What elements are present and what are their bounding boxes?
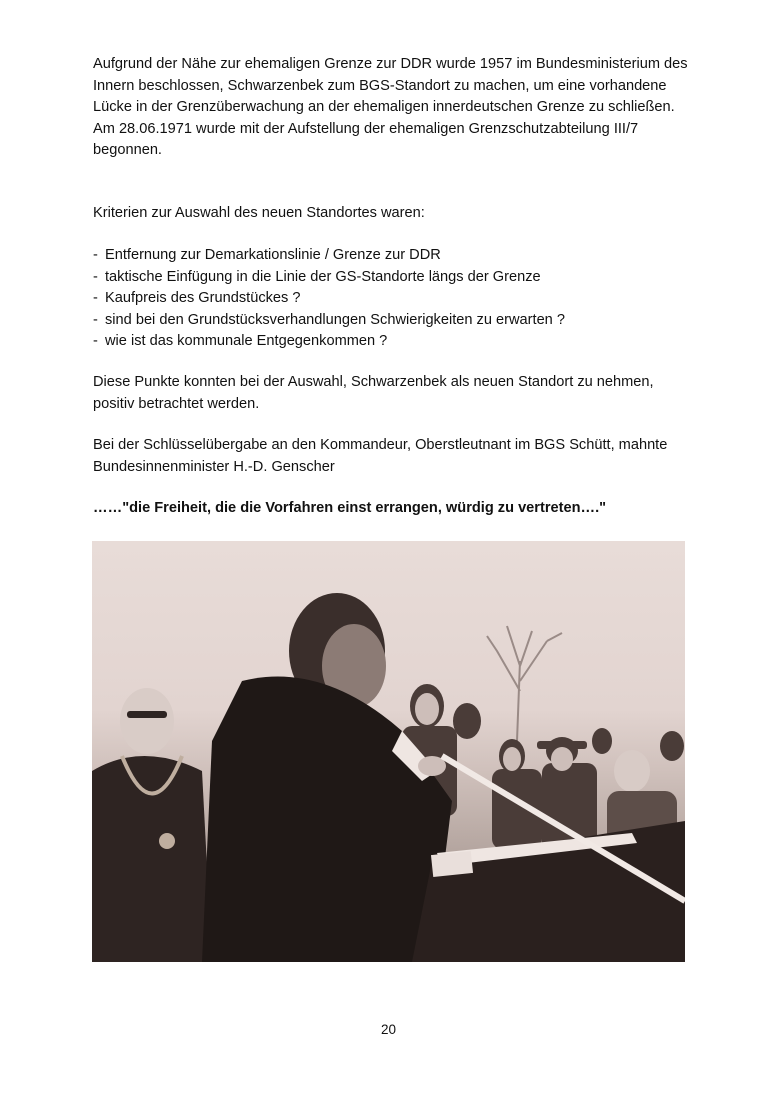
criteria-list	[93, 245, 693, 353]
handover-paragraph: Bei der Schlüsselübergabe an den Kommandeur, Oberstleutnant im BGS Schütt, mahnte Bundesinnenminister H.-D. Genscher	[93, 437, 668, 475]
list-bullet: -	[93, 311, 98, 328]
list-item: - Entfernung zur Demarkationslinie / Grenze zur DDR	[93, 245, 693, 267]
criteria-heading: Kriterien zur Auswahl des neuen Standortes waren:	[93, 205, 425, 221]
list-item: - wie ist das kommunale Entgegenkommen ?	[93, 331, 693, 353]
list-bullet: -	[93, 290, 98, 306]
quote: ……"die Freiheit, die die Vorfahren einst errangen, würdig zu vertreten…."	[93, 500, 607, 516]
list-item: - Kaufpreis des Grundstückes ?	[93, 288, 693, 310]
list-item: - sind bei den Grundstücksverhandlungen Schwierigkeiten zu erwarten ?	[93, 310, 693, 332]
lectern	[412, 821, 685, 962]
speaker-figure	[202, 593, 452, 962]
mayor-figure	[92, 688, 212, 962]
list-item: - taktische Einfügung in die Linie der GS-Standorte längs der Grenze	[93, 267, 693, 289]
intro-paragraph: Aufgrund der Nähe zur ehemaligen Grenze zur DDR wurde 1957 im Bundesministerium des Innern beschlossen, Schwarzenbek zum BGS-Standort zu machen, um eine vorhandene Lücke in der Grenzüberwachung an der ehemaligen innerdeutschen Grenze zu schließen. Am 28.06.1971 wurde mit der Aufstellung der ehemaligen Grenzschutzabteilung III/7 begonnen.	[93, 56, 688, 158]
list-bullet: -	[93, 333, 98, 349]
ceremony-photo-illustration	[92, 541, 685, 962]
list-bullet: -	[93, 247, 98, 263]
ceremony-photo	[92, 541, 685, 962]
tree-shape	[487, 626, 562, 741]
page-number: 20	[380, 1022, 397, 1037]
list-bullet: -	[93, 268, 98, 285]
conclusion-paragraph: Diese Punkte konnten bei der Auswahl, Schwarzenbek als neuen Standort zu nehmen, positiv betrachtet werden.	[93, 374, 654, 412]
